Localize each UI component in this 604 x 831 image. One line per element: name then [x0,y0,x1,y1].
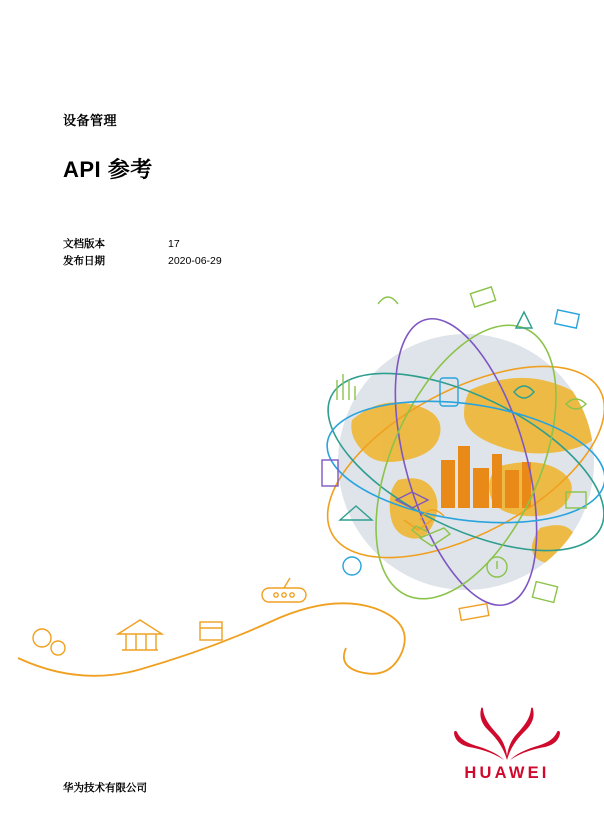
document-metadata [63,236,222,270]
huawei-wordmark: HUAWEI [464,764,550,782]
metadata-label: 发布日期 [63,255,105,267]
globe-illustration [0,270,604,690]
metadata-row [63,253,222,270]
cover-artwork [0,270,604,690]
metadata-value: 2020-06-29 [168,255,222,267]
document-subject: 设备管理 [63,113,118,128]
metadata-label: 文档版本 [63,238,105,250]
page-title: API 参考 [63,157,153,182]
huawei-flower-icon [452,700,562,762]
metadata-value: 17 [168,238,180,250]
huawei-logo [452,700,562,792]
company-name: 华为技术有限公司 [63,782,147,794]
metadata-row [63,236,222,253]
